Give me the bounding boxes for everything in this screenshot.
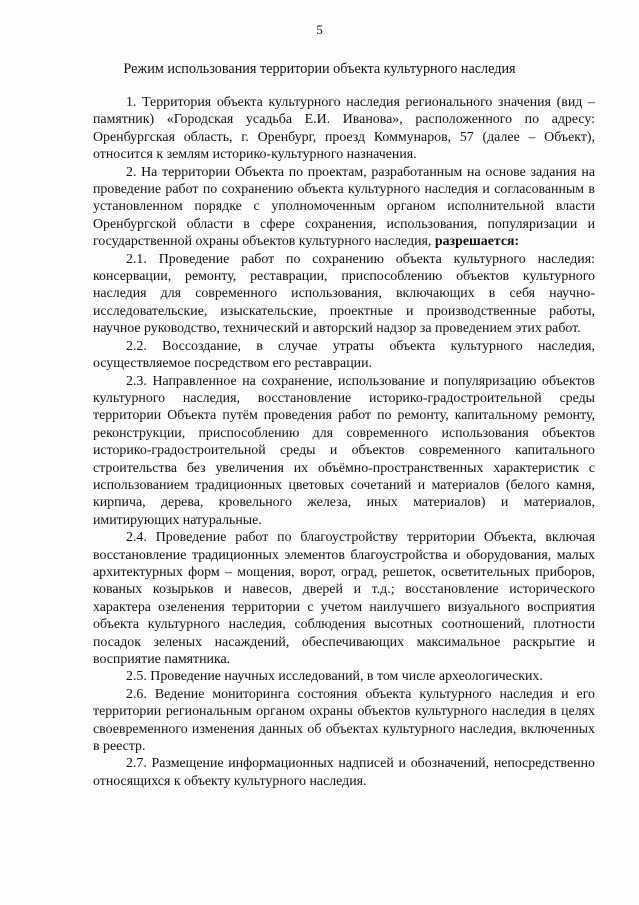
paragraph-2-5: 2.5. Проведение научных исследований, в том числе археологических. <box>126 669 543 685</box>
document-body <box>93 94 595 790</box>
paragraph-2-6: 2.6. Ведение мониторинга состояния объекта культурного наследия и его территории региональным органом охраны объектов культурного наследия в целях своевременного изменения данных об объектах культурного наследия, включенных в реестр. <box>93 686 595 755</box>
paragraph-2-7: 2.7. Размещение информационных надписей и обозначений, непосредственно относящихся к объекту культурного наследия. <box>93 756 595 789</box>
paragraph-2-1: 2.1. Проведение работ по сохранению объекта культурного наследия: консервации, ремонту, реставрации, приспособлению объектов культурного наследия для современного использования, включающих в себя научно-исследовательские, изыскательские, проектные и производственные работы, научное руководство, технический и авторский надзор за проведением этих работ. <box>93 251 595 337</box>
section-title: Режим использования территории объекта культурного наследия <box>123 61 516 77</box>
paragraph-1: 1. Территория объекта культурного наследия регионального значения (вид – памятник) «Городская усадьба Е.И. Иванова», расположенного по адресу: Оренбургская область, г. Оренбург, проезд Коммунаров, 57 (далее – Объект), относится к землям историко-культурного назначения. <box>93 95 595 163</box>
page-number: 5 <box>316 22 323 37</box>
paragraph-2 <box>93 164 595 251</box>
paragraph-2-2: 2.2. Воссоздание, в случае утраты объекта культурного наследия, осуществляемое посредством его реставрации. <box>93 338 595 372</box>
paragraph-2-bold: разрешается: <box>434 234 520 250</box>
paragraph-2-3: 2.3. Направленное на сохранение, использование и популяризацию объектов культурного наследия, восстановление историко-градостроительной среды территории Объекта путём проведения работ по ремонту, капитальному ремонту, реконструкции, приспособлению для современного использования объектов историко-градостроительной среды и объектов современного капитального строительства без увеличения их объёмно-пространственных характеристик с использованием традиционных цветовых сочетаний и материалов (белого камня, кирпича, дерева, кровельного железа, иных материалов) и материалов, имитирующих натуральные. <box>93 373 595 528</box>
paragraph-2-4: 2.4. Проведение работ по благоустройству территории Объекта, включая восстановление традиционных элементов благоустройства и оборудования, малых архитектурных форм – мощения, ворот, оград, решеток, осветительных приборов, кованых козырьков и навесов, дверей и т.д.; восстановление исторического характера озеленения территории с учетом наилучшего визуального восприятия объекта культурного наследия, соблюдения высотных соотношений, плотности посадок зеленых насаждений, обеспечивающих максимальное раскрытие и восприятие памятника. <box>93 530 595 667</box>
paragraph-2-text: 2. На территории Объекта по проектам, разработанным на основе задания на проведение работ по сохранению объекта культурного наследия и согласованным в установленном порядке с уполномоченным органом исполнительной власти Оренбургской области в сфере сохранения, использования, популяризации и государственной охраны объектов культурного наследия, <box>93 164 595 250</box>
